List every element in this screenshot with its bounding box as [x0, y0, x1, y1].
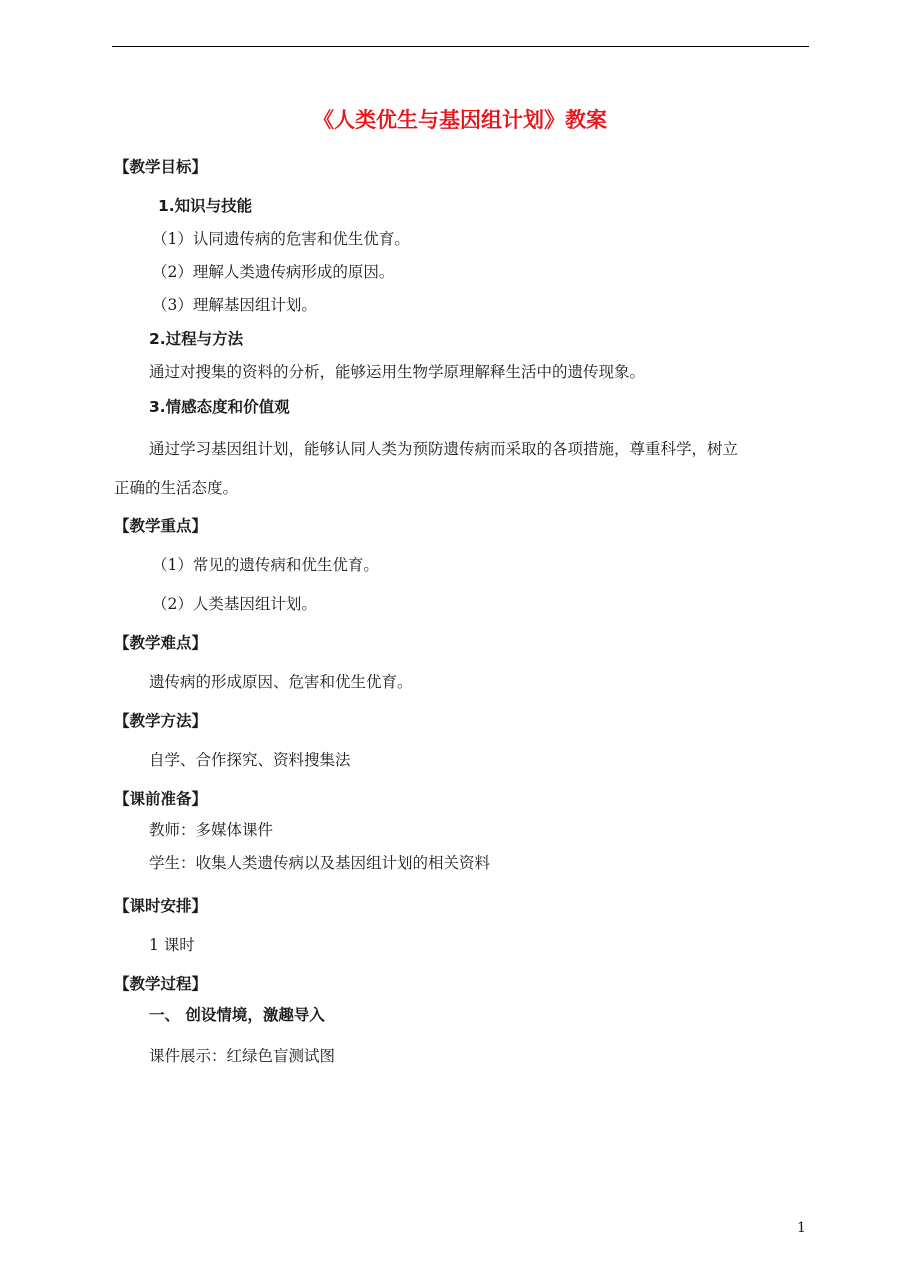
- knowledge-item-1: （1）认同遗传病的危害和优生优育。: [152, 230, 410, 248]
- methods-text: 自学、合作探究、资料搜集法: [149, 751, 351, 769]
- knowledge-item-2: （2）理解人类遗传病形成的原因。: [152, 263, 395, 281]
- attitude-text-line2: 正确的生活态度。: [114, 479, 239, 497]
- preparation-student: 学生：收集人类遗传病以及基因组计划的相关资料: [149, 854, 491, 872]
- header-rule: [112, 46, 809, 47]
- attitude-text-line1: 通过学习基因组计划，能够认同人类为预防遗传病而采取的各项措施，尊重科学，树立: [149, 440, 739, 458]
- key-point-item-2: （2）人类基因组计划。: [152, 595, 317, 613]
- heading-procedure: 【教学过程】: [114, 975, 208, 993]
- process-text: 通过对搜集的资料的分析，能够运用生物学原理解释生活中的遗传现象。: [149, 363, 646, 381]
- knowledge-item-3: （3）理解基因组计划。: [152, 296, 317, 314]
- heading-preparation: 【课前准备】: [114, 790, 208, 808]
- procedure-step1-text: 课件展示：红绿色盲测试图: [149, 1047, 336, 1065]
- procedure-step1-heading: 一、 创设情境，激趣导入: [149, 1006, 325, 1024]
- heading-difficulties: 【教学难点】: [114, 634, 208, 652]
- page-number: 1: [797, 1220, 806, 1236]
- key-point-item-1: （1）常见的遗传病和优生优育。: [152, 556, 379, 574]
- difficulties-text: 遗传病的形成原因、危害和优生优育。: [149, 673, 413, 691]
- subheading-knowledge: 1.知识与技能: [158, 197, 253, 215]
- heading-methods: 【教学方法】: [114, 712, 208, 730]
- preparation-teacher: 教师：多媒体课件: [149, 821, 274, 839]
- schedule-text: 1 课时: [149, 936, 195, 954]
- document-title: 《人类优生与基因组计划》教案: [313, 108, 607, 132]
- subheading-process: 2.过程与方法: [149, 330, 244, 348]
- heading-objectives: 【教学目标】: [114, 158, 208, 176]
- heading-key-points: 【教学重点】: [114, 517, 208, 535]
- subheading-attitude: 3.情感态度和价值观: [149, 398, 290, 416]
- heading-schedule: 【课时安排】: [114, 897, 208, 915]
